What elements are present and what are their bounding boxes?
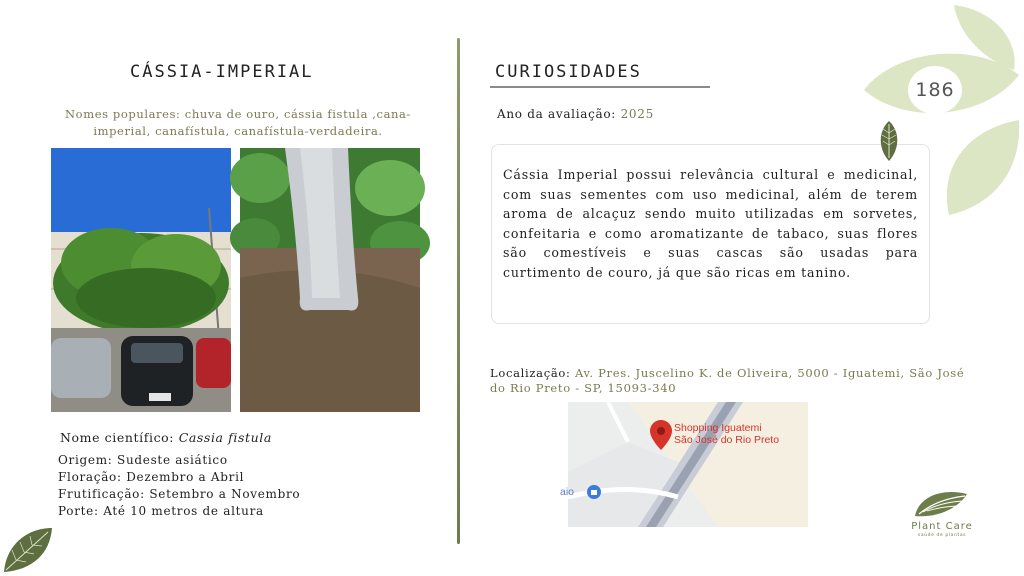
location-map[interactable] — [560, 402, 808, 527]
curiosities-title: CURIOSIDADES — [495, 62, 642, 82]
trunk-photo — [240, 148, 420, 412]
brand-logo-icon — [913, 488, 969, 518]
scientific-label: Nome científico: — [60, 430, 175, 445]
page-number: 186 — [915, 79, 955, 101]
popular-names: Nomes populares: chuva de ouro, cássia fistula ,cana-imperial, canafístula, canafístula-verdadeira. — [65, 107, 411, 138]
year-label: Ano da avaliação: — [497, 107, 617, 121]
fact-fruiting: Frutificação: Setembro a Novembro — [58, 487, 301, 501]
small-leaf-icon — [878, 121, 900, 161]
location-value: Av. Pres. Juscelino K. de Oliveira, 5000 - Iguatemi, São José do Rio Preto - SP, 15093-340 — [490, 366, 965, 395]
plant-title: CÁSSIA-IMPERIAL — [130, 62, 314, 82]
scientific-name — [60, 430, 272, 445]
fact-size: Porte: Até 10 metros de altura — [58, 504, 264, 518]
year-value: 2025 — [620, 107, 654, 121]
leaf-cluster-decoration — [854, 0, 1024, 230]
location-label: Localização: — [490, 366, 571, 380]
map-place-label: Shopping Iguatemi São José do Rio Preto — [674, 422, 780, 446]
title-underline — [490, 86, 710, 88]
brand-name: Plant Care — [911, 521, 973, 532]
corner-leaf-icon — [2, 526, 54, 574]
plant-facts — [58, 452, 300, 520]
map-pin-icon — [650, 420, 672, 450]
fact-origin: Origem: Sudeste asiático — [58, 453, 228, 467]
column-divider — [457, 38, 460, 544]
curiosities-text: Cássia Imperial possui relevância cultural e medicinal, com suas sementes com uso medicinal, além de terem aroma de alcaçuz sendo muito utilizadas em sorvetes, confeitaria e como aromatizante de tabaco, suas flores são comestíveis e suas cascas são usadas para curtimento de couro, já que são ricas em tanino. — [503, 167, 918, 280]
scientific-value: Cassia fistula — [178, 430, 272, 445]
evaluation-year — [497, 107, 654, 121]
brand-tagline: saúde de plantas — [917, 533, 967, 538]
location — [490, 366, 980, 396]
fact-flowering: Floração: Dezembro a Abril — [58, 470, 245, 484]
tree-photo — [51, 148, 231, 412]
map-side-label: aio — [560, 486, 575, 498]
